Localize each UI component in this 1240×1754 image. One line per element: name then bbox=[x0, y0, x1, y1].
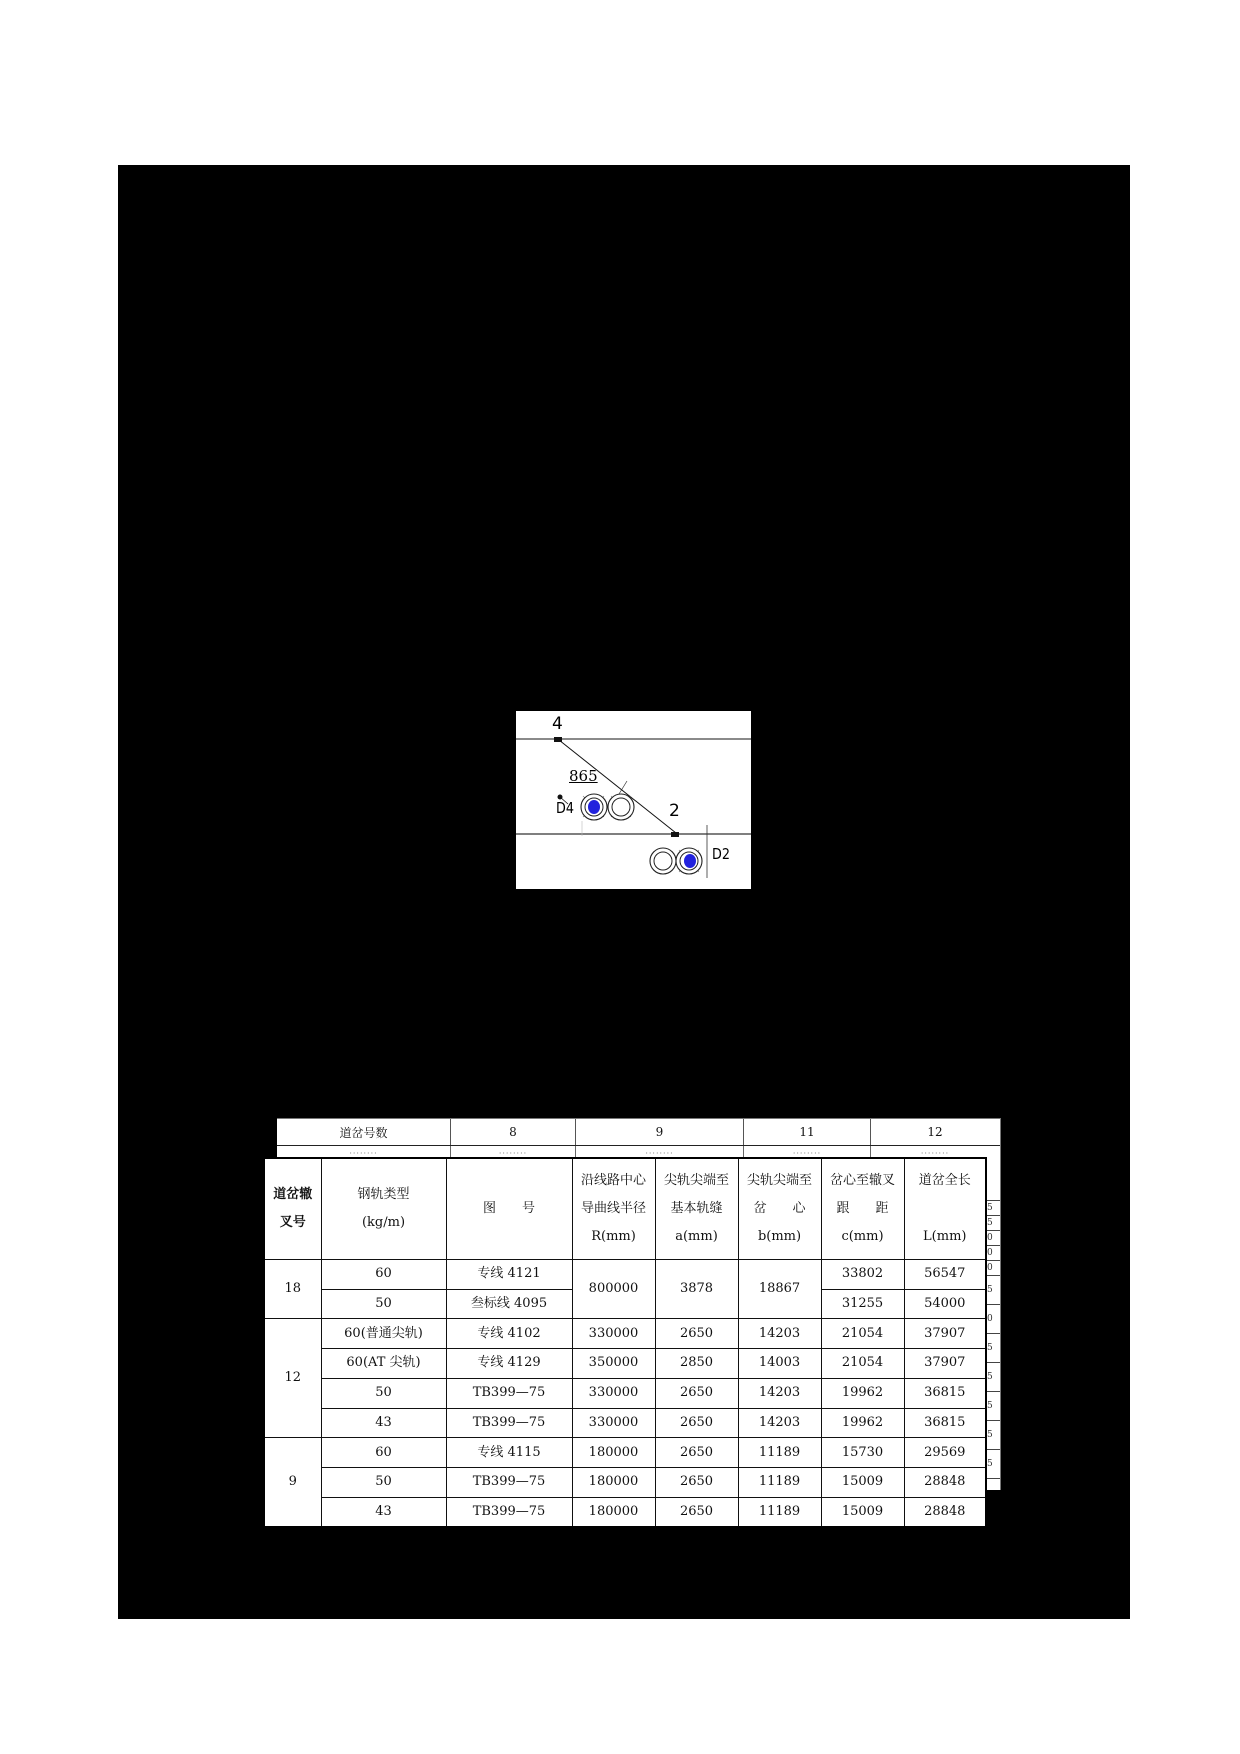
length-cell: 54000 bbox=[904, 1289, 986, 1319]
faded-cell: ········ bbox=[870, 1146, 999, 1160]
c-cell: 19962 bbox=[821, 1378, 904, 1408]
header-a: 尖轨尖端至 基本轨缝 a(mm) bbox=[655, 1158, 738, 1259]
turnout-number-cell: 12 bbox=[870, 1119, 999, 1145]
switch-point-2-icon bbox=[671, 832, 679, 837]
header-total-length: 道岔全长 L(mm) bbox=[904, 1158, 986, 1259]
radius-cell: 350000 bbox=[572, 1349, 655, 1379]
drawing-cell: TB399—75 bbox=[446, 1408, 572, 1438]
clipped-cell: 0 bbox=[985, 1231, 1000, 1246]
rail-type-cell: 60(普通尖轨) bbox=[321, 1319, 446, 1349]
a-cell: 2650 bbox=[655, 1408, 738, 1438]
faded-cell: ········ bbox=[450, 1146, 575, 1160]
a-cell: 2650 bbox=[655, 1497, 738, 1527]
clipped-cell: 5 bbox=[985, 1450, 1000, 1479]
table-row bbox=[264, 1349, 986, 1379]
point-label-2: 2 bbox=[669, 801, 680, 821]
clipped-cell: 5 bbox=[985, 1276, 1000, 1305]
signal-label-d4: D4 bbox=[556, 799, 574, 817]
switch-point-4-icon bbox=[554, 737, 562, 742]
c-cell: 19962 bbox=[821, 1408, 904, 1438]
turnout-number-row bbox=[277, 1119, 1000, 1146]
a-cell: 2650 bbox=[655, 1468, 738, 1498]
header-c: 岔心至辙叉 跟 距 c(mm) bbox=[821, 1158, 904, 1259]
b-cell: 11189 bbox=[738, 1497, 821, 1527]
table-row bbox=[264, 1468, 986, 1498]
table-row bbox=[264, 1408, 986, 1438]
faded-cell: ········ bbox=[575, 1146, 743, 1160]
radius-cell: 800000 bbox=[572, 1259, 655, 1318]
b-cell: 18867 bbox=[738, 1259, 821, 1318]
length-cell: 28848 bbox=[904, 1468, 986, 1498]
c-cell: 31255 bbox=[821, 1289, 904, 1319]
a-cell: 2850 bbox=[655, 1349, 738, 1379]
c-cell: 15730 bbox=[821, 1438, 904, 1468]
turnout-number-header: 道岔号数 bbox=[339, 1125, 388, 1140]
a-cell: 3878 bbox=[655, 1259, 738, 1318]
signal-d4-icon bbox=[581, 781, 634, 836]
table-row bbox=[264, 1378, 986, 1408]
a-cell: 2650 bbox=[655, 1319, 738, 1349]
frog-number-cell: 18 bbox=[264, 1259, 321, 1318]
clipped-cell: 5 bbox=[985, 1421, 1000, 1450]
rail-type-cell: 50 bbox=[321, 1378, 446, 1408]
radius-cell: 330000 bbox=[572, 1378, 655, 1408]
c-cell: 33802 bbox=[821, 1259, 904, 1289]
clipped-cell: 0 bbox=[985, 1305, 1000, 1334]
b-cell: 14203 bbox=[738, 1378, 821, 1408]
b-cell: 11189 bbox=[738, 1468, 821, 1498]
drawing-cell: 专线 4115 bbox=[446, 1438, 572, 1468]
frog-number-cell: 9 bbox=[264, 1438, 321, 1527]
turnout-number-cell: 9 bbox=[575, 1119, 743, 1145]
clipped-cell: 5 bbox=[985, 1201, 1000, 1216]
drawing-cell: 专线 4121 bbox=[446, 1259, 572, 1289]
length-cell: 28848 bbox=[904, 1497, 986, 1527]
rail-type-cell: 60 bbox=[321, 1438, 446, 1468]
b-cell: 14003 bbox=[738, 1349, 821, 1379]
clipped-cell: 0 bbox=[985, 1261, 1000, 1276]
frog-number-cell: 12 bbox=[264, 1319, 321, 1438]
clipped-cell: 5 bbox=[985, 1392, 1000, 1421]
header-radius: 沿线路中心 导曲线半径 R(mm) bbox=[572, 1158, 655, 1259]
clipped-column-strip bbox=[985, 1160, 1001, 1490]
clipped-cell: 5 bbox=[985, 1363, 1000, 1392]
faded-cell: ········ bbox=[743, 1146, 870, 1160]
turnout-number-cell: 11 bbox=[743, 1119, 870, 1145]
c-cell: 15009 bbox=[821, 1497, 904, 1527]
header-row bbox=[264, 1158, 986, 1259]
b-cell: 14203 bbox=[738, 1319, 821, 1349]
turnout-number-table bbox=[277, 1118, 1001, 1161]
point-label-4: 4 bbox=[552, 714, 563, 734]
turnout-signal-diagram bbox=[516, 711, 751, 889]
header-frog-number: 道岔辙 叉号 bbox=[264, 1158, 321, 1259]
table-row bbox=[264, 1497, 986, 1527]
c-cell: 15009 bbox=[821, 1468, 904, 1498]
signal-label-d2: D2 bbox=[712, 845, 730, 863]
b-cell: 14203 bbox=[738, 1408, 821, 1438]
radius-cell: 330000 bbox=[572, 1408, 655, 1438]
clipped-cell: 5 bbox=[985, 1334, 1000, 1363]
rail-type-cell: 43 bbox=[321, 1497, 446, 1527]
length-cell: 37907 bbox=[904, 1349, 986, 1379]
header-b: 尖轨尖端至 岔 心 b(mm) bbox=[738, 1158, 821, 1259]
a-cell: 2650 bbox=[655, 1438, 738, 1468]
radius-cell: 180000 bbox=[572, 1438, 655, 1468]
faded-cell: ········ bbox=[349, 1148, 378, 1158]
radius-cell: 180000 bbox=[572, 1497, 655, 1527]
header-drawing-number: 图 号 bbox=[446, 1158, 572, 1259]
clipped-cell: 5 bbox=[985, 1216, 1000, 1231]
c-cell: 21054 bbox=[821, 1319, 904, 1349]
drawing-cell: TB399—75 bbox=[446, 1468, 572, 1498]
table-row bbox=[264, 1319, 986, 1349]
header-rail-type: 钢轨类型 (kg/m) bbox=[321, 1158, 446, 1259]
table-row bbox=[264, 1438, 986, 1468]
drawing-cell: TB399—75 bbox=[446, 1378, 572, 1408]
drawing-cell: 专线 4129 bbox=[446, 1349, 572, 1379]
radius-cell: 180000 bbox=[572, 1468, 655, 1498]
length-cell: 36815 bbox=[904, 1378, 986, 1408]
length-cell: 36815 bbox=[904, 1408, 986, 1438]
drawing-cell: TB399—75 bbox=[446, 1497, 572, 1527]
rail-type-cell: 60(AT 尖轨) bbox=[321, 1349, 446, 1379]
rail-type-cell: 43 bbox=[321, 1408, 446, 1438]
table-row bbox=[264, 1259, 986, 1289]
turnout-dimensions-table bbox=[263, 1157, 987, 1528]
rail-type-cell: 50 bbox=[321, 1289, 446, 1319]
length-cell: 29569 bbox=[904, 1438, 986, 1468]
length-cell: 37907 bbox=[904, 1319, 986, 1349]
rail-type-cell: 50 bbox=[321, 1468, 446, 1498]
dimension-label: 865 bbox=[569, 767, 598, 785]
length-cell: 56547 bbox=[904, 1259, 986, 1289]
c-cell: 21054 bbox=[821, 1349, 904, 1379]
radius-cell: 330000 bbox=[572, 1319, 655, 1349]
drawing-cell: 专线 4102 bbox=[446, 1319, 572, 1349]
turnout-number-cell: 8 bbox=[450, 1119, 575, 1145]
clipped-cell: 0 bbox=[985, 1246, 1000, 1261]
a-cell: 2650 bbox=[655, 1378, 738, 1408]
drawing-cell: 叁标线 4095 bbox=[446, 1289, 572, 1319]
b-cell: 11189 bbox=[738, 1438, 821, 1468]
rail-type-cell: 60 bbox=[321, 1259, 446, 1289]
